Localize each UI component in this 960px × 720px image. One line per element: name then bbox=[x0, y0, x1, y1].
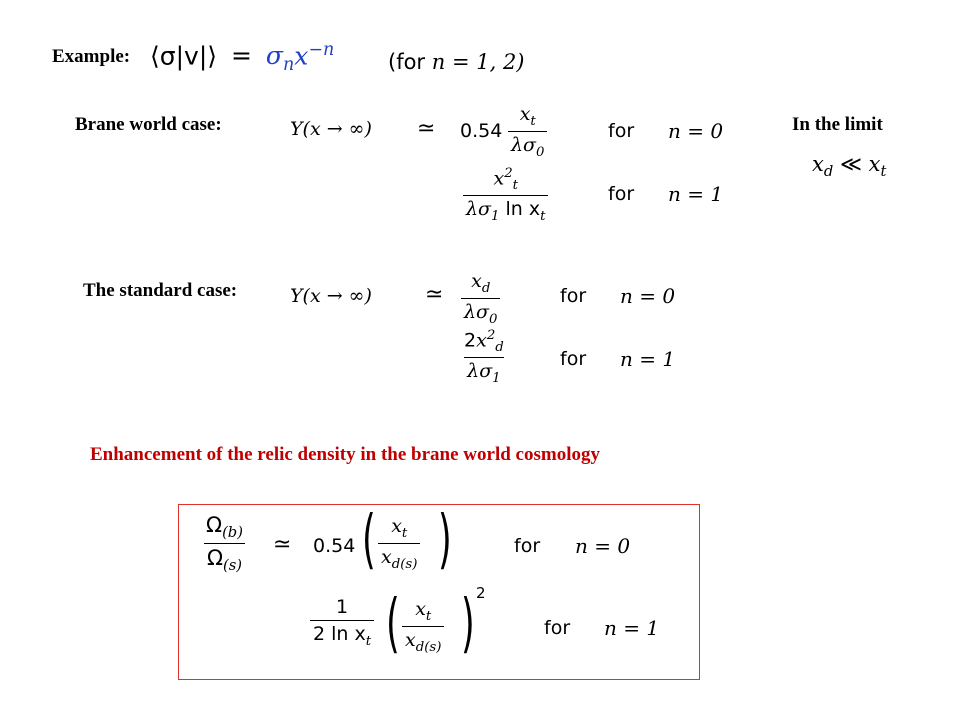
standard-row2-cond: n = 1 bbox=[620, 347, 676, 371]
brane-row2-den-tail: ln x bbox=[505, 198, 541, 221]
enhancement-row2-den-sub: d(s) bbox=[415, 639, 442, 655]
brane-row1-num-sub: t bbox=[530, 113, 536, 129]
standard-label: The standard case: bbox=[83, 280, 238, 301]
standard-row1-fraction bbox=[461, 270, 500, 327]
standard-row1-den-sub: 0 bbox=[489, 311, 498, 327]
enhancement-row2-lparen: ( bbox=[386, 587, 400, 661]
limit-label: In the limit bbox=[792, 114, 883, 135]
brane-lhs: Y(x → ∞) bbox=[290, 118, 372, 140]
limit-op: ≪ bbox=[839, 152, 862, 176]
enhancement-row1-cond: n = 0 bbox=[575, 534, 631, 558]
brane-row2-cond: n = 1 bbox=[668, 182, 724, 206]
enhancement-row1-rparen: ) bbox=[438, 503, 452, 577]
enhancement-approx: ≃ bbox=[273, 532, 292, 557]
standard-row2-fraction bbox=[461, 328, 507, 386]
example-cond-math: n = 1, 2) bbox=[431, 50, 525, 74]
enhancement-lhs-den-sub: (s) bbox=[223, 557, 242, 575]
brane-row1-num: x bbox=[519, 103, 531, 125]
enhancement-row2-pre-den: 2 ln x bbox=[313, 623, 366, 645]
enhancement-row2-power: 2 bbox=[476, 584, 486, 602]
limit-a: x bbox=[812, 152, 824, 176]
example-formula bbox=[150, 40, 334, 75]
enhancement-row2-for: for bbox=[544, 617, 571, 639]
standard-row2-num: x bbox=[476, 329, 487, 352]
example-equals: = bbox=[230, 41, 252, 71]
standard-row1-num-sub: d bbox=[481, 280, 491, 296]
brane-row1-den: λσ bbox=[511, 133, 537, 156]
standard-row2-coef: 2 bbox=[464, 329, 477, 352]
enhancement-row1-for: for bbox=[514, 535, 541, 557]
enhancement-lhs-den: Ω bbox=[206, 546, 223, 571]
enhancement-row2-den: x bbox=[405, 628, 416, 651]
standard-row2-den-sub: 1 bbox=[492, 370, 501, 386]
example-sigma: σ bbox=[265, 41, 283, 71]
limit-formula bbox=[812, 152, 886, 180]
brane-row2-den-sub: 1 bbox=[491, 208, 500, 224]
standard-row1-den: λσ bbox=[464, 300, 490, 323]
enhancement-lhs-num-sub: (b) bbox=[222, 524, 243, 542]
example-x: x bbox=[294, 41, 309, 71]
enhancement-row2-fraction bbox=[402, 598, 444, 655]
standard-row1-num: x bbox=[471, 270, 482, 292]
limit-b: x bbox=[868, 152, 881, 176]
enhancement-row2-prefactor bbox=[310, 596, 374, 649]
enhancement-row1-den: x bbox=[381, 545, 392, 568]
enhancement-row1-fraction bbox=[378, 515, 420, 572]
enhancement-row2-pre-den-sub: t bbox=[365, 633, 372, 649]
standard-row2-num-sub: d bbox=[495, 340, 504, 356]
example-label: Example: bbox=[52, 46, 131, 67]
standard-row2-den: λσ bbox=[467, 360, 493, 383]
brane-row2-den: λσ bbox=[466, 198, 492, 221]
brane-row1-den-sub: 0 bbox=[536, 144, 545, 160]
enhancement-row1-den-sub: d(s) bbox=[391, 556, 418, 572]
enhancement-row1-lparen: ( bbox=[362, 503, 376, 577]
enhancement-lhs-fraction bbox=[203, 513, 246, 574]
enhancement-row2-num: x bbox=[415, 598, 426, 620]
brane-row2-den-tail-sub: t bbox=[540, 208, 546, 224]
limit-a-sub: d bbox=[823, 163, 834, 181]
example-cond-open: (for bbox=[388, 50, 426, 74]
enhancement-row2-pre-num: 1 bbox=[335, 596, 349, 618]
brane-label: Brane world case: bbox=[75, 114, 222, 135]
enhancement-row2-num-sub: t bbox=[425, 608, 432, 624]
brane-approx: ≃ bbox=[417, 116, 436, 141]
brane-row1-for: for bbox=[608, 120, 635, 142]
example-lhs: ⟨σ|v|⟩ bbox=[150, 41, 217, 71]
enhancement-title: Enhancement of the relic density in the brane world cosmology bbox=[90, 444, 600, 465]
brane-row1-cond: n = 0 bbox=[668, 119, 724, 143]
standard-row2-for: for bbox=[560, 348, 587, 370]
brane-row2-fraction bbox=[463, 166, 548, 224]
brane-row2-num: x bbox=[493, 167, 505, 190]
enhancement-row1-num: x bbox=[391, 515, 402, 537]
example-sigma-sub: n bbox=[282, 55, 295, 76]
standard-row2-num-sup: 2 bbox=[486, 328, 496, 343]
brane-row1-fraction bbox=[508, 103, 547, 160]
enhancement-row1-coef: 0.54 bbox=[313, 535, 356, 557]
enhancement-row2-rparen: ) bbox=[461, 587, 475, 661]
enhancement-row2-cond: n = 1 bbox=[604, 616, 660, 640]
brane-row2-num-sup: 2 bbox=[504, 166, 513, 181]
brane-row2-num-sub: t bbox=[512, 178, 518, 194]
standard-lhs: Y(x → ∞) bbox=[290, 285, 372, 307]
brane-row1-coef: 0.54 bbox=[460, 120, 503, 142]
example-exponent: −n bbox=[308, 40, 335, 60]
enhancement-lhs-num: Ω bbox=[206, 513, 223, 537]
standard-row1-for: for bbox=[560, 285, 587, 307]
brane-row2-for: for bbox=[608, 183, 635, 205]
example-condition bbox=[388, 50, 525, 74]
standard-approx: ≃ bbox=[425, 282, 444, 307]
enhancement-row1-num-sub: t bbox=[401, 525, 408, 541]
standard-row1-cond: n = 0 bbox=[620, 284, 676, 308]
limit-b-sub: t bbox=[880, 163, 887, 181]
